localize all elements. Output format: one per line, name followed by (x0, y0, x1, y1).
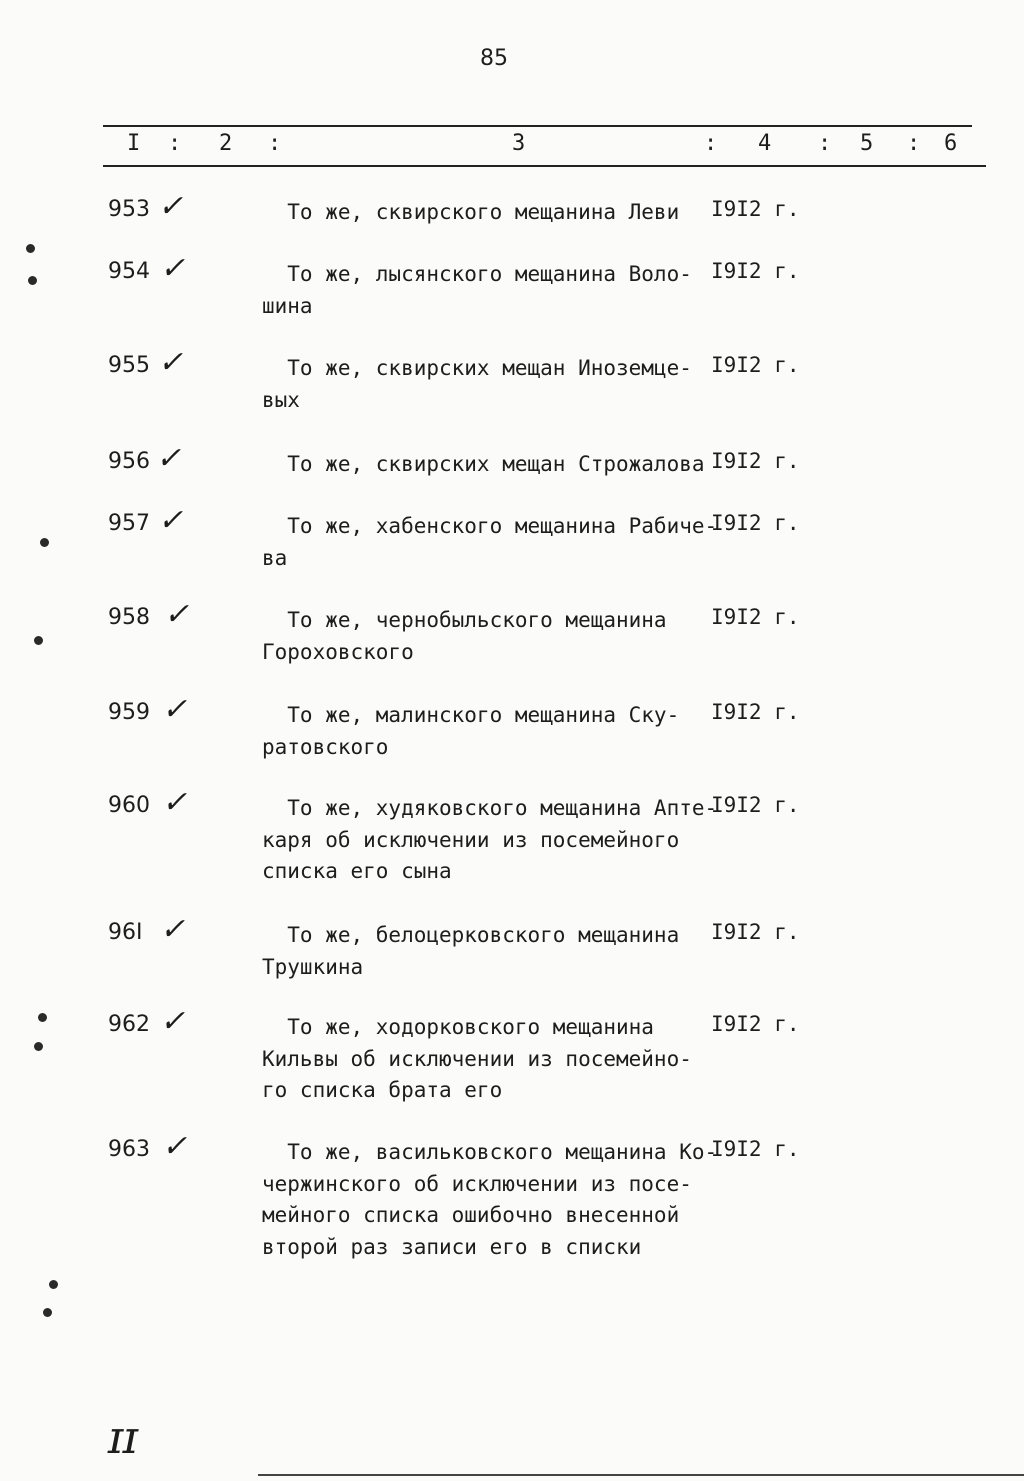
entry-description (262, 449, 712, 481)
entry-number: 955 (108, 353, 150, 378)
punch-hole-dot (49, 1280, 58, 1289)
entry-description (262, 259, 712, 322)
entry-year: I9I2 г. (711, 793, 800, 817)
description-line: каря об исключении из посемейного (262, 827, 680, 852)
description-line: То же, белоцерковского мещанина (262, 923, 680, 947)
description-line: Гороховского (262, 639, 414, 664)
description-line: То же, васильковского мещанина Ко- (262, 1140, 718, 1164)
entry-year: I9I2 г. (711, 700, 800, 724)
description-line: ва (262, 545, 288, 570)
checkmark-icon: ✓ (158, 503, 184, 538)
entry-number: 956 (108, 449, 150, 474)
punch-hole-dot (38, 1013, 47, 1022)
entry-number: 960 (108, 793, 150, 818)
checkmark-icon: ✓ (164, 597, 190, 632)
entry-number: 954 (108, 259, 150, 284)
description-line: Трушкина (262, 954, 364, 979)
entry-year: I9I2 г. (711, 1012, 800, 1036)
checkmark-icon: ✓ (158, 189, 184, 224)
entry-number: 957 (108, 511, 150, 536)
entry-description (262, 511, 718, 574)
description-line: ратовского (262, 734, 389, 759)
entry-number: 96I (108, 920, 143, 945)
column-header-1: I (127, 131, 141, 156)
description-line: списка его сына (262, 859, 452, 883)
checkmark-icon: ✓ (156, 441, 182, 476)
description-line: То же, ходорковского мещанина (262, 1015, 654, 1039)
entry-number: 962 (108, 1012, 150, 1037)
entry-number: 958 (108, 605, 150, 630)
entry-year: I9I2 г. (711, 920, 800, 944)
description-line: То же, чернобыльского мещанина (262, 608, 667, 632)
checkmark-icon: ✓ (160, 912, 186, 947)
description-line: шина (262, 293, 313, 318)
entry-description (262, 353, 712, 416)
checkmark-icon: ✓ (162, 785, 188, 820)
column-separator: : (704, 131, 718, 156)
punch-hole-dot (34, 1042, 43, 1051)
entry-description (262, 920, 712, 983)
description-line: То же, худяковского мещанина Апте- (262, 796, 718, 820)
entry-year: I9I2 г. (711, 353, 800, 377)
punch-hole-dot (43, 1308, 52, 1317)
description-line: го списка брата его (262, 1078, 503, 1102)
page-number: 85 (480, 46, 508, 71)
entry-description (262, 700, 712, 763)
entry-number: 953 (108, 197, 150, 222)
checkmark-icon: ✓ (162, 692, 188, 727)
entry-year: I9I2 г. (711, 449, 800, 473)
entry-description (262, 605, 712, 668)
column-header-6: 6 (944, 131, 958, 156)
column-header-5: 5 (860, 131, 874, 156)
column-separator: : (907, 131, 921, 156)
description-line: То же, малинского мещанина Ску- (262, 703, 680, 727)
description-line: мейного списка ошибочно внесенной (262, 1203, 680, 1227)
entry-description (262, 197, 712, 229)
column-header-4: 4 (758, 131, 772, 156)
checkmark-icon: ✓ (160, 1004, 186, 1039)
checkmark-icon: ✓ (158, 345, 184, 380)
entry-year: I9I2 г. (711, 259, 800, 283)
entry-year: I9I2 г. (711, 511, 800, 535)
entry-description (262, 793, 718, 888)
column-separator: : (268, 131, 282, 156)
column-header-2: 2 (219, 131, 233, 156)
description-line: чержинского об исключении из посе- (262, 1171, 692, 1196)
description-line: То же, сквирских мещан Строжалова (262, 452, 705, 476)
bottom-edge-line (258, 1474, 1024, 1476)
checkmark-icon: ✓ (162, 1129, 188, 1164)
entry-description (262, 1137, 718, 1263)
description-line: вых (262, 387, 300, 412)
entry-description (262, 1012, 712, 1107)
description-line: То же, сквирского мещанина Леви (262, 200, 680, 224)
punch-hole-dot (40, 538, 49, 547)
punch-hole-dot (26, 244, 35, 253)
entry-number: 959 (108, 700, 150, 725)
entry-year: I9I2 г. (711, 197, 800, 221)
column-separator: : (818, 131, 832, 156)
punch-hole-dot (28, 276, 37, 285)
entry-year: I9I2 г. (711, 605, 800, 629)
column-separator: : (168, 131, 182, 156)
checkmark-icon: ✓ (160, 251, 186, 286)
description-line: То же, лысянского мещанина Воло- (262, 262, 692, 286)
punch-hole-dot (34, 636, 43, 645)
header-rule-top (103, 125, 972, 127)
column-header-3: 3 (512, 131, 526, 156)
description-line: Кильвы об исключении из посемейно- (262, 1046, 692, 1071)
description-line: второй раз записи его в списки (262, 1234, 642, 1259)
description-line: То же, сквирских мещан Иноземце- (262, 356, 692, 380)
description-line: То же, хабенского мещанина Рабиче- (262, 514, 718, 538)
entry-number: 963 (108, 1137, 150, 1162)
entry-year: I9I2 г. (711, 1137, 800, 1161)
header-rule-bottom (103, 165, 986, 167)
handwritten-folio-mark: ɪɪ (108, 1410, 138, 1464)
